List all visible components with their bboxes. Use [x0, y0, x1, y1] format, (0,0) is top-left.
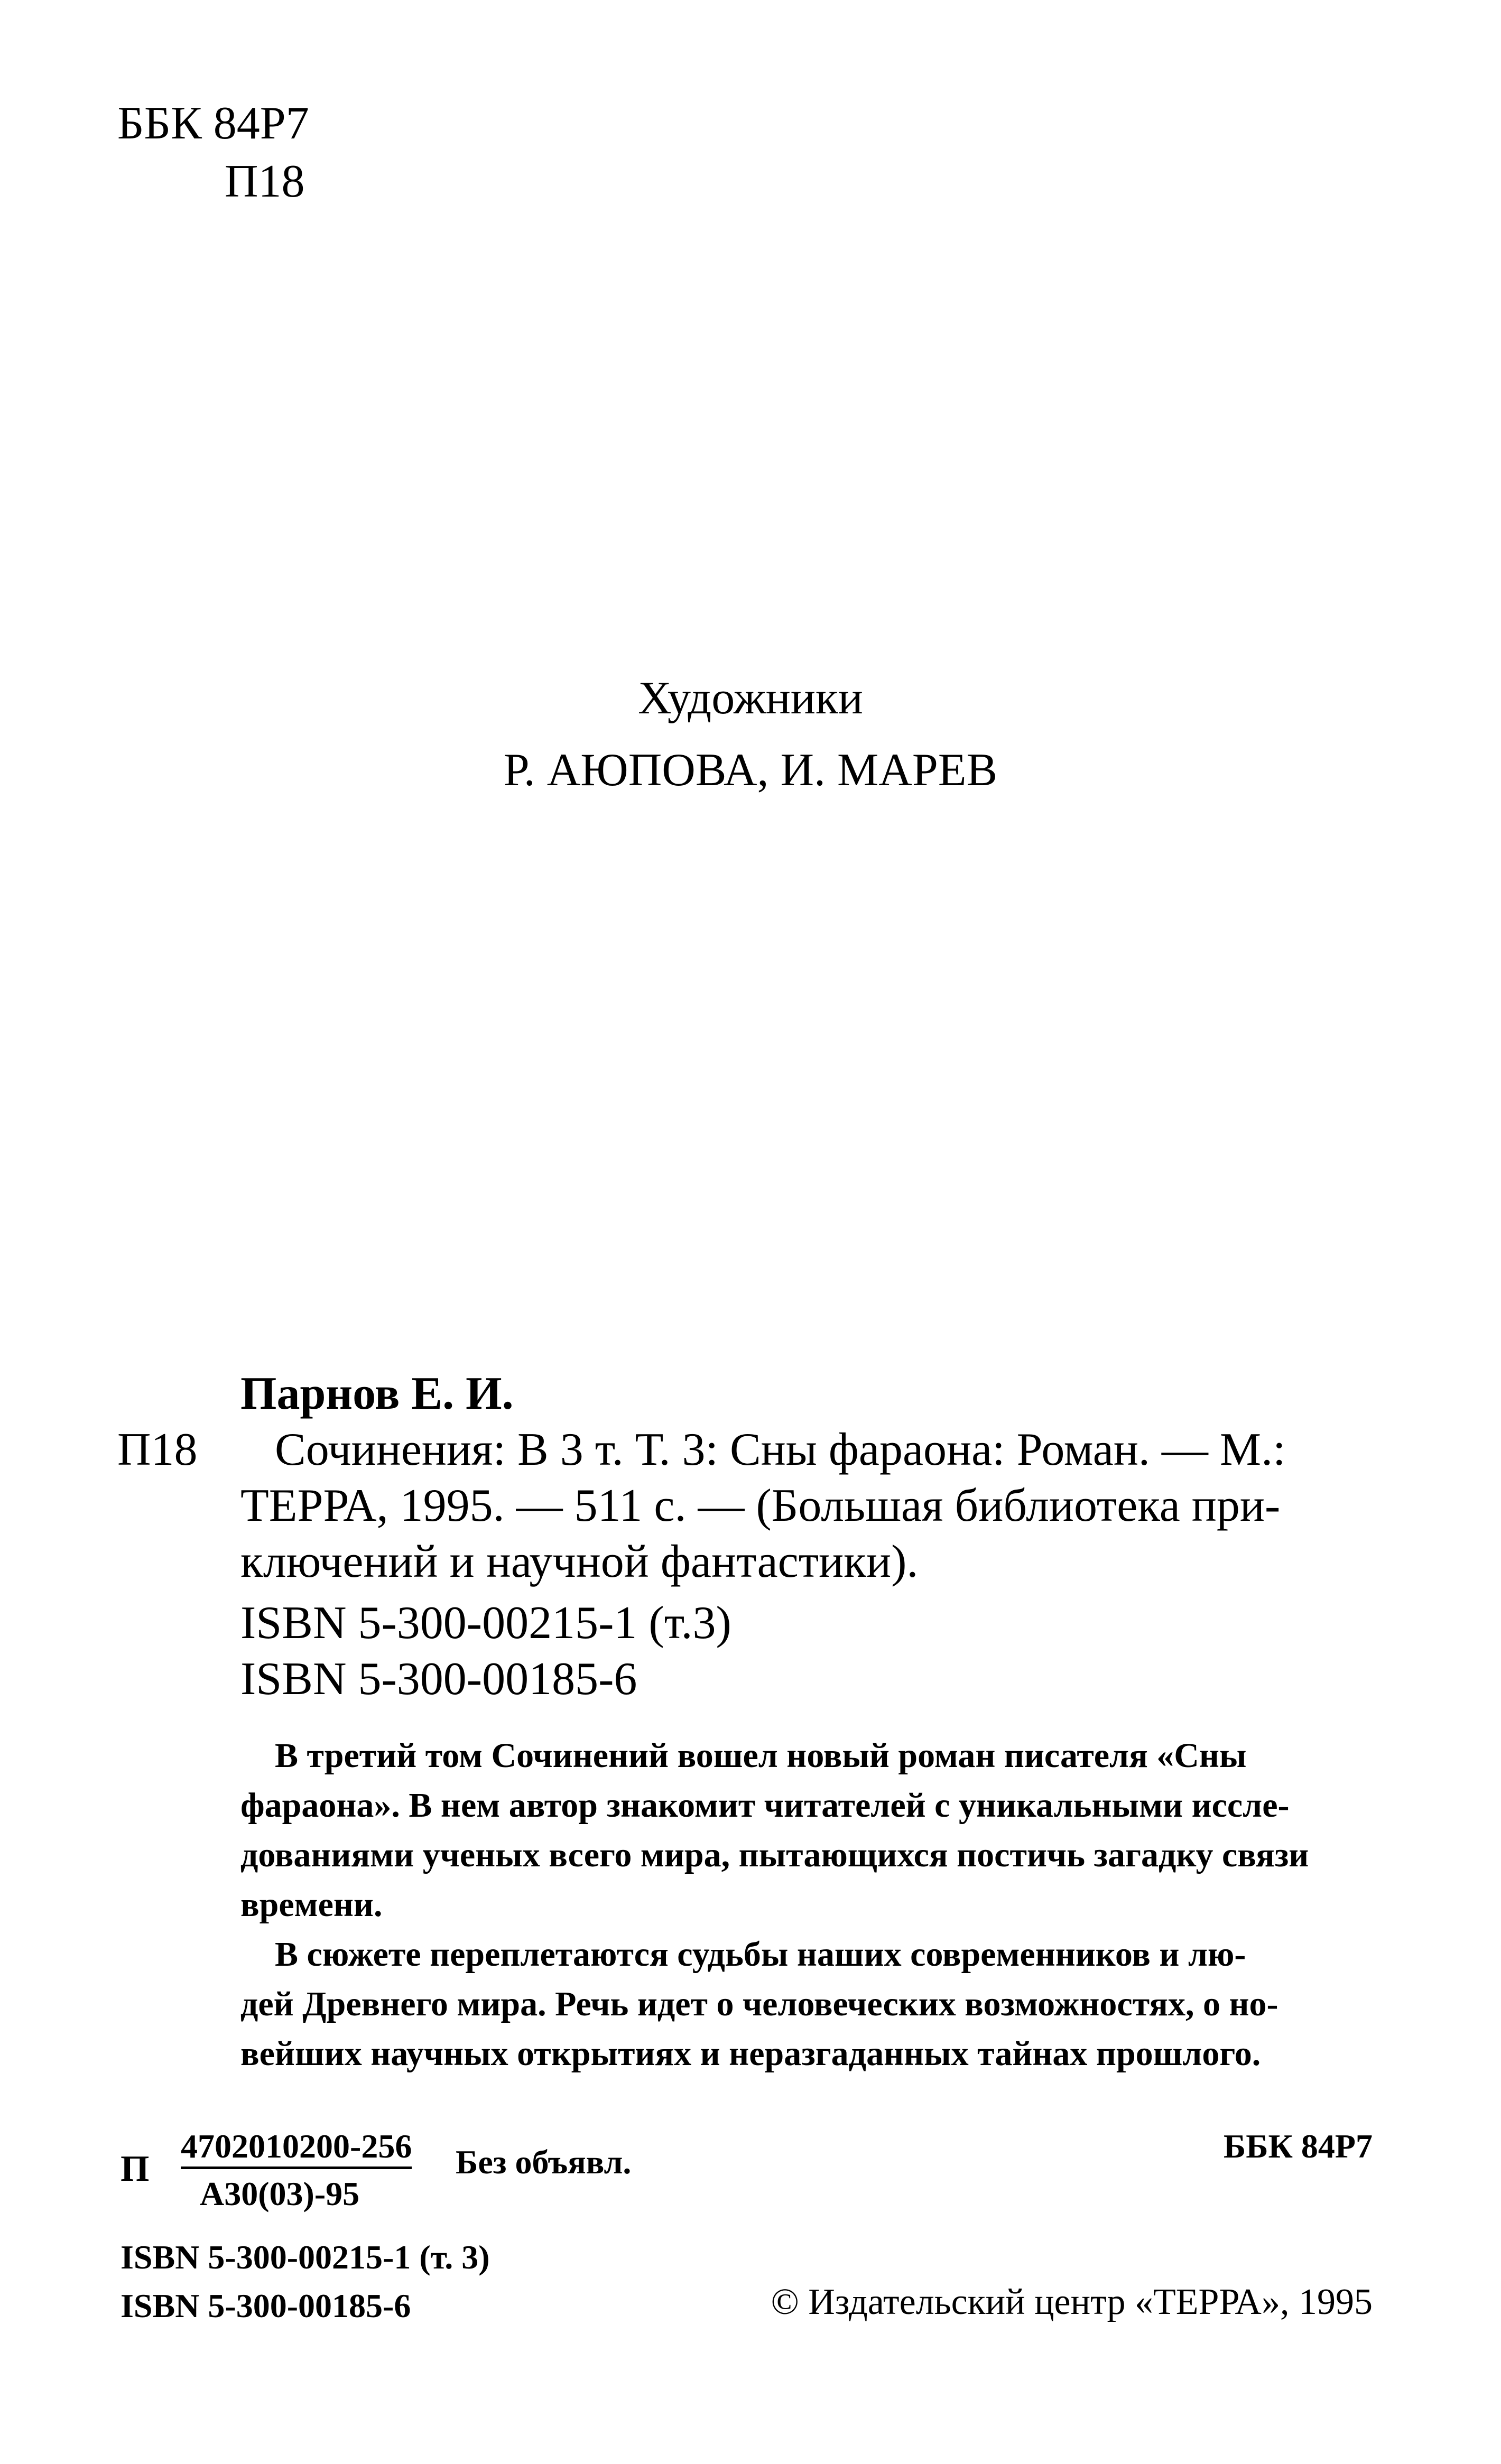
- artists-names: Р. АЮПОВА, И. МАРЕВ: [503, 745, 998, 796]
- footer-code-bottom: А30(03)-95: [200, 2175, 360, 2212]
- bbk-index-top: ББК 84Р7: [117, 98, 309, 149]
- author-mark-top: П18: [225, 156, 305, 207]
- footer-isbn-1: ISBN 5-300-00215-1 (т. 3): [121, 2238, 490, 2276]
- annotation-p1-line-3: дованиями ученых всего мира, пытающихся постичь загадку связи: [240, 1836, 1309, 1874]
- artists-label: Художники: [638, 673, 863, 724]
- annotation-p1-line-2: фараона». В нем автор знакомит читателей с уникальными иссле-: [240, 1786, 1290, 1825]
- annotation-p2-line-1: В сюжете переплетаются судьбы наших современников и лю-: [275, 1935, 1246, 1974]
- annotation-p1-line-4: времени.: [240, 1885, 383, 1924]
- footer-isbn-2: ISBN 5-300-00185-6: [121, 2287, 411, 2324]
- footer-prefix: П: [121, 2149, 150, 2189]
- catalog-line-3: ключений и научной фантастики).: [240, 1536, 919, 1587]
- footer-no-ad: Без объявл.: [456, 2143, 632, 2181]
- catalog-isbn-1: ISBN 5-300-00215-1 (т.3): [240, 1597, 731, 1649]
- catalog-line-2: ТЕРРА, 1995. — 511 с. — (Большая библиотека при-: [240, 1480, 1281, 1531]
- footer-bbk: ББК 84Р7: [1223, 2127, 1373, 2165]
- annotation-p1-line-1: В третий том Сочинений вошел новый роман писателя «Сны: [275, 1736, 1247, 1775]
- annotation-p2-line-3: вейших научных открытиях и неразгаданных тайнах прошлого.: [240, 2034, 1261, 2073]
- footer-copyright: © Издательский центр «ТЕРРА», 1995: [771, 2282, 1373, 2322]
- catalog-author: Парнов Е. И.: [240, 1368, 514, 1419]
- annotation-p2-line-2: дей Древнего мира. Речь идет о человеческих возможностях, о но-: [240, 1985, 1278, 2023]
- catalog-line-1: Сочинения: В 3 т. Т. 3: Сны фараона: Роман. — М.:: [275, 1424, 1286, 1475]
- catalog-isbn-2: ISBN 5-300-00185-6: [240, 1653, 637, 1705]
- footer-code-top: 4702010200-256: [181, 2130, 412, 2169]
- catalog-mark: П18: [117, 1424, 198, 1475]
